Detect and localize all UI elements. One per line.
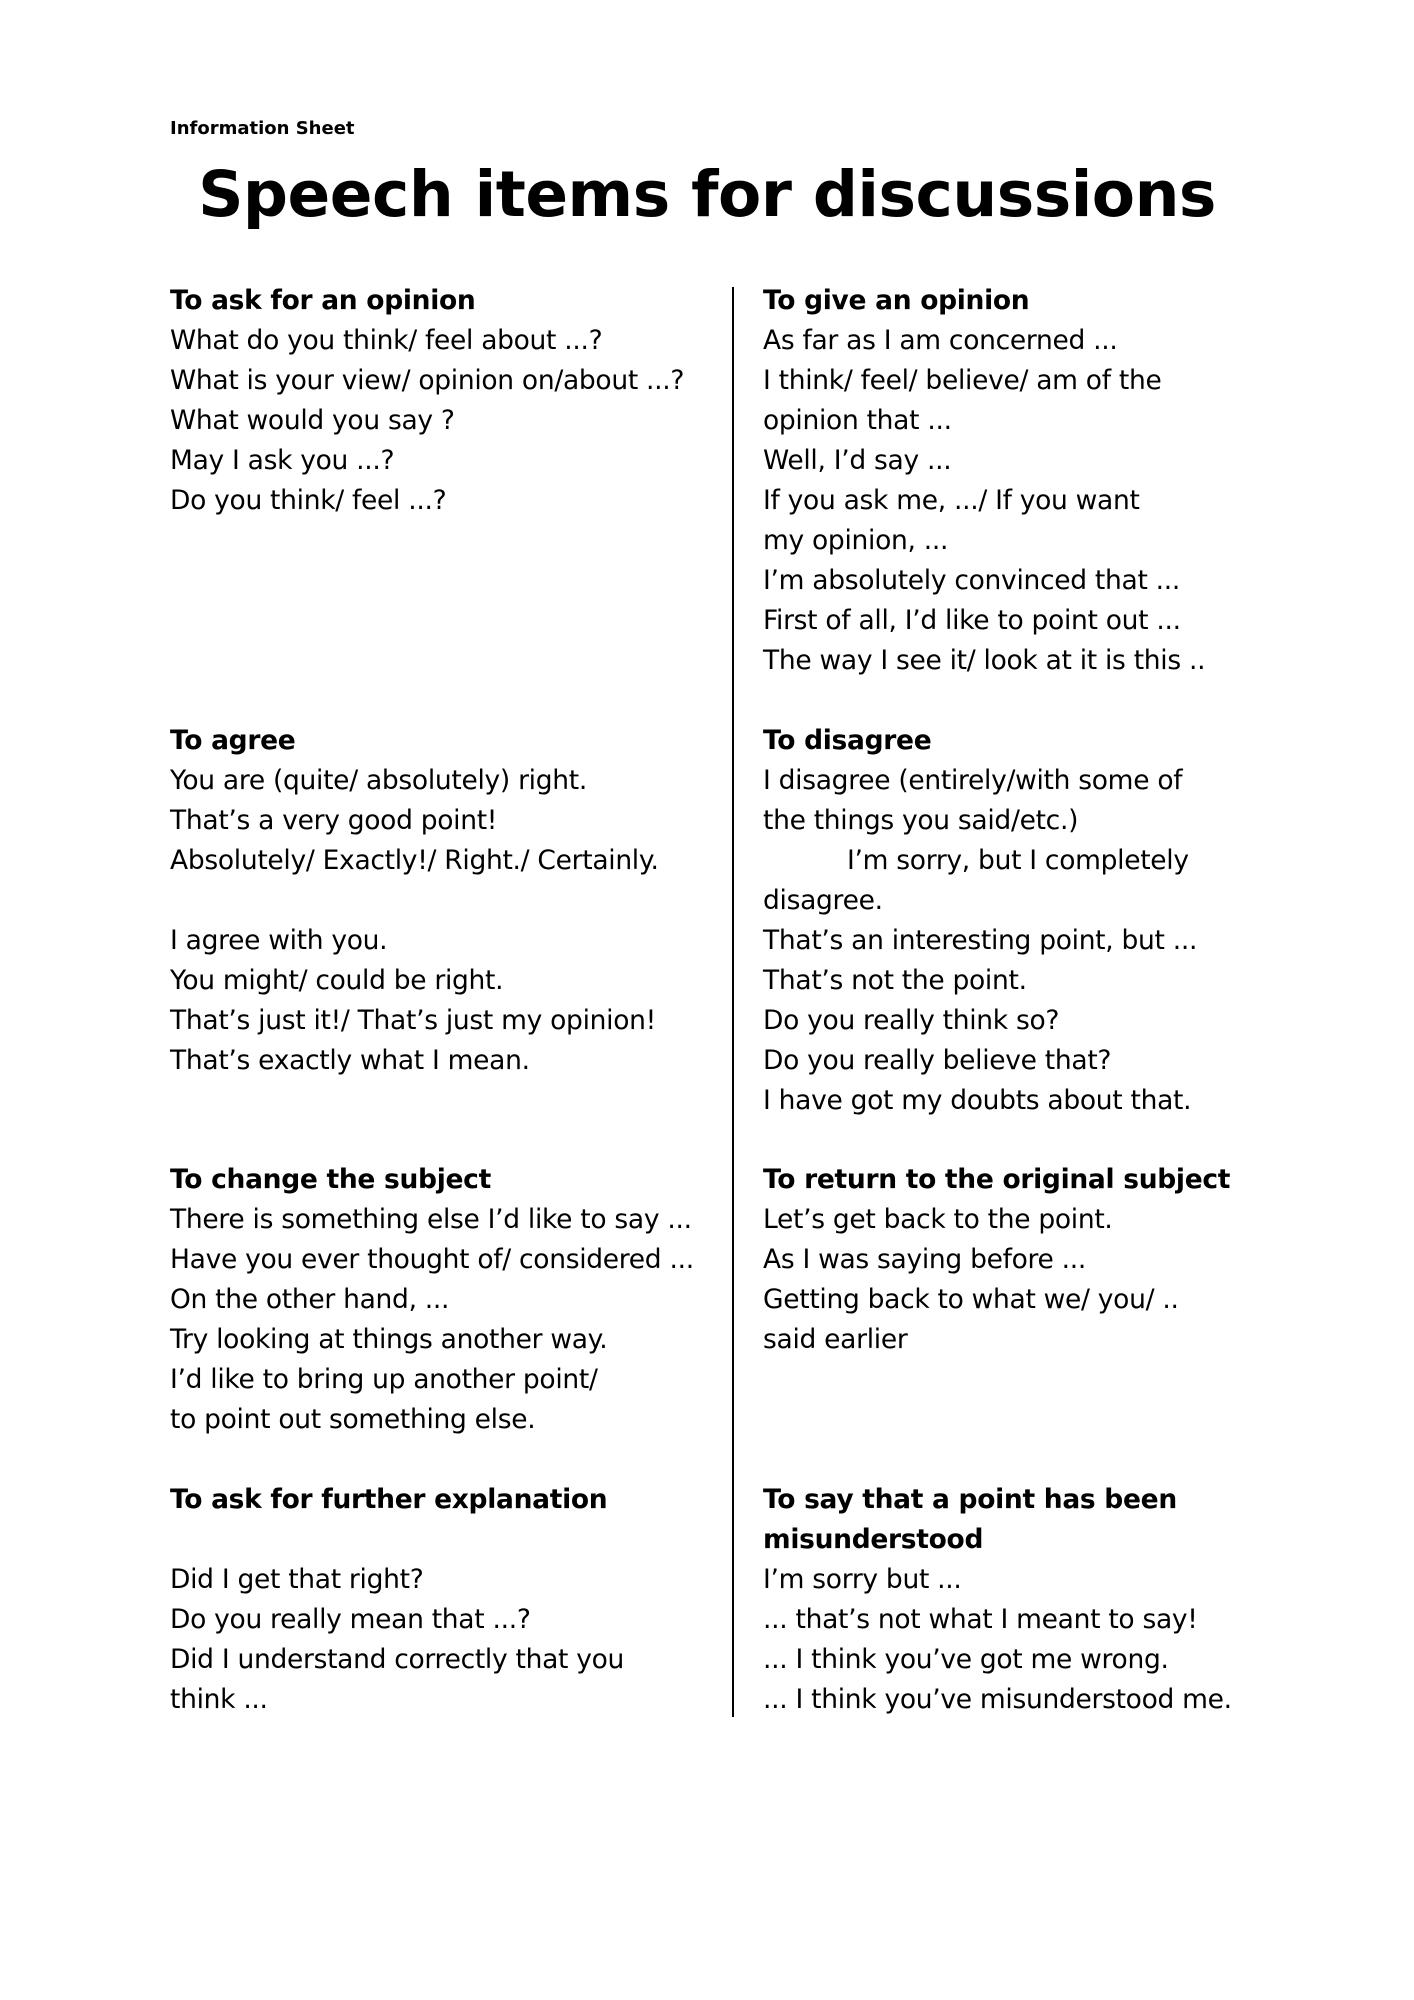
section-heading: To change the subject [170, 1164, 491, 1195]
section-misunderstood [763, 1480, 1232, 1720]
phrase-line: Do you think/ feel ...? [170, 485, 447, 516]
phrase-line: ... that’s not what I meant to say! [763, 1604, 1198, 1635]
phrase-line: On the other hand, ... [170, 1284, 450, 1315]
section-heading: To return to the original subject [763, 1164, 1231, 1195]
phrase-line: I’m sorry but ... [763, 1564, 962, 1595]
section-heading: misunderstood [763, 1524, 984, 1555]
phrase-line: Did I understand correctly that you [170, 1644, 625, 1675]
phrase-line: think ... [170, 1684, 268, 1715]
phrase-line: ... I think you’ve got me wrong. [763, 1644, 1169, 1675]
phrase-line: ... I think you’ve misunderstood me. [763, 1684, 1232, 1715]
section-further-explanation [170, 1480, 624, 1720]
section-disagree [763, 721, 1197, 1121]
phrase-line: opinion that ... [763, 405, 952, 436]
phrase-line: I’d like to bring up another point/ [170, 1364, 598, 1395]
phrase-line: What do you think/ feel about ...? [170, 325, 603, 356]
section-ask-opinion [170, 281, 684, 521]
phrase-line: That’s exactly what I mean. [170, 1045, 530, 1076]
phrase-line: Absolutely/ Exactly!/ Right./ Certainly. [170, 845, 659, 876]
section-heading: To say that a point has been [763, 1484, 1177, 1515]
phrase-line: Do you really think so? [763, 1005, 1060, 1036]
phrase-line: That’s an interesting point, but ... [763, 925, 1198, 956]
section-heading: To give an opinion [763, 285, 1030, 316]
phrase-line: You might/ could be right. [170, 965, 504, 996]
page-title: Speech items for discussions [198, 158, 1216, 231]
section-change-subject [170, 1160, 694, 1440]
sheet-label: Information Sheet [170, 118, 355, 139]
phrase-line: Have you ever thought of/ considered ... [170, 1244, 694, 1275]
column-divider [732, 287, 734, 1717]
phrase-line: As I was saying before ... [763, 1244, 1087, 1275]
phrase-line: said earlier [763, 1324, 908, 1355]
phrase-line: What is your view/ opinion on/about ...? [170, 365, 685, 396]
phrase-line: That’s not the point. [763, 965, 1027, 996]
phrase-line: Try looking at things another way. [170, 1324, 608, 1355]
phrase-line: my opinion, ... [763, 525, 949, 556]
phrase-line: As far as I am concerned ... [763, 325, 1118, 356]
phrase-line: That’s a very good point! [170, 805, 498, 836]
phrase-line: disagree. [763, 885, 883, 916]
section-heading: To disagree [763, 725, 932, 756]
phrase-line: I’m absolutely convinced that ... [763, 565, 1181, 596]
phrase-line: Do you really believe that? [763, 1045, 1112, 1076]
phrase-line: I’m sorry, but I completely [847, 845, 1189, 876]
phrase-line: I think/ feel/ believe/ am of the [763, 365, 1162, 396]
section-heading: To agree [170, 725, 296, 756]
section-return-subject [763, 1160, 1230, 1360]
phrase-line: Do you really mean that ...? [170, 1604, 531, 1635]
phrase-line: May I ask you ...? [170, 445, 395, 476]
phrase-line: Getting back to what we/ you/ .. [763, 1284, 1179, 1315]
phrase-line: The way I see it/ look at it is this .. [763, 645, 1206, 676]
phrase-line: You are (quite/ absolutely) right. [170, 765, 587, 796]
section-agree [170, 721, 659, 1081]
phrase-line: I disagree (entirely/with some of [763, 765, 1183, 796]
section-heading: To ask for an opinion [170, 285, 476, 316]
phrase-line: to point out something else. [170, 1404, 536, 1435]
phrase-line: I have got my doubts about that. [763, 1085, 1192, 1116]
section-heading: To ask for further explanation [170, 1484, 608, 1515]
phrase-line: the things you said/etc.) [763, 805, 1079, 836]
section-give-opinion [763, 281, 1205, 681]
phrase-line: That’s just it!/ That’s just my opinion! [170, 1005, 656, 1036]
phrase-line: Did I get that right? [170, 1564, 424, 1595]
phrase-line: Well, I’d say ... [763, 445, 952, 476]
phrase-line: What would you say ? [170, 405, 455, 436]
phrase-line: I agree with you. [170, 925, 388, 956]
phrase-line: If you ask me, .../ If you want [763, 485, 1140, 516]
phrase-line: Let’s get back to the point. [763, 1204, 1113, 1235]
phrase-line: First of all, I’d like to point out ... [763, 605, 1181, 636]
phrase-line: There is something else I’d like to say ... [170, 1204, 692, 1235]
